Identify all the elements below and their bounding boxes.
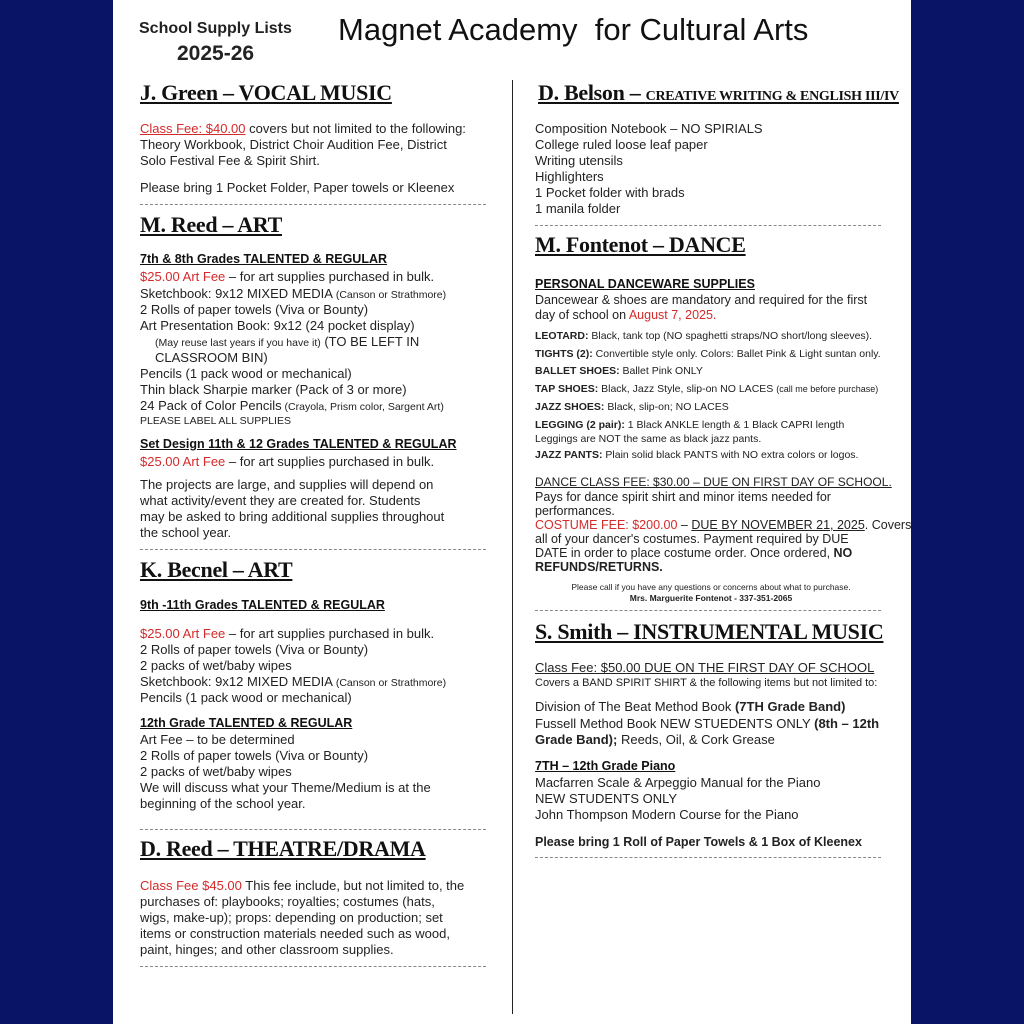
art-reed-presentation: Art Presentation Book: 9x12 (24 pocket display): [140, 318, 415, 333]
instrumental-piano-line: John Thompson Modern Course for the Piano: [535, 807, 799, 822]
supply-lists-label: School Supply Lists: [139, 20, 292, 37]
art-reed-label-note: PLEASE LABEL ALL SUPPLIES: [140, 415, 291, 427]
art-becnel-pencils: Pencils (1 pack wood or mechanical): [140, 690, 352, 705]
theatre-line-2: wigs, make-up); props: depending on production; set: [140, 910, 443, 925]
theatre-fee: Class Fee $45.00 This fee include, but not limited to, the: [140, 878, 465, 893]
instrumental-covers: Covers a BAND SPIRIT SHIRT & the following items but not limited to:: [535, 677, 878, 689]
instrumental-piano-line: Macfarren Scale & Arpeggio Manual for the Piano: [535, 775, 821, 790]
art-reed-towels: 2 Rolls of paper towels (Viva or Bounty): [140, 302, 369, 317]
dance-mandatory-2: day of school on August 7, 2025.: [535, 308, 717, 322]
dance-jazz-pants: JAZZ PANTS: Plain solid black PANTS with NO extra colors or logos.: [535, 449, 859, 461]
english-item: 1 manila folder: [535, 201, 621, 216]
divider: [140, 549, 486, 550]
divider: [535, 610, 881, 611]
dance-leotard: LEOTARD: Black, tank top (NO spaghetti straps/NO short/long sleeves).: [535, 330, 873, 342]
instrumental-division: Division of The Beat Method Book (7TH Grade Band): [535, 699, 846, 714]
dance-tap-shoes: TAP SHOES: Black, Jazz Style, slip-on NO LACES (call me before purchase): [535, 383, 879, 395]
divider: [140, 966, 486, 967]
theatre-heading: D. Reed – THEATRE/DRAMA: [140, 836, 426, 861]
art-becnel-wipes-2: 2 packs of wet/baby wipes: [140, 764, 292, 779]
dance-legging-note: Leggings are NOT the same as black jazz pants.: [535, 433, 762, 445]
dance-personal-supplies: PERSONAL DANCEWARE SUPPLIES: [535, 277, 755, 291]
column-divider: [512, 80, 513, 1014]
art-becnel-sketchbook: Sketchbook: 9x12 MIXED MEDIA (Canson or Strathmore): [140, 674, 447, 689]
dance-costume-fee: COSTUME FEE: $200.00 – DUE BY NOVEMBER 21, 2025. Covers: [535, 518, 911, 532]
art-reed-fee: $25.00 Art Fee – for art supplies purchased in bulk.: [140, 269, 435, 284]
supply-list-page: [113, 0, 911, 1024]
dance-legging: LEGGING (2 pair): 1 Black ANKLE length & 1 Black CAPRI length: [535, 419, 845, 431]
dance-contact-note: Please call if you have any questions or concerns about what to purchase.: [571, 582, 851, 592]
school-year: 2025-26: [177, 42, 255, 65]
dance-pays-2: performances.: [535, 504, 615, 518]
divider: [140, 829, 486, 830]
divider: [535, 225, 881, 226]
art-reed-projects-2: what activity/event they are created for. Students: [140, 493, 421, 508]
vocal-line-1: Theory Workbook, District Choir Audition Fee, District: [140, 137, 447, 152]
dance-mandatory-1: Dancewear & shoes are mandatory and required for the first: [535, 293, 868, 307]
dance-class-fee: DANCE CLASS FEE: $30.00 – DUE ON FIRST DAY OF SCHOOL.: [535, 475, 892, 489]
vocal-line-2: Solo Festival Fee & Spirit Shirt.: [140, 153, 320, 168]
instrumental-reeds: Grade Band); Reeds, Oil, & Cork Grease: [535, 732, 775, 747]
instrumental-fussell: Fussell Method Book NEW STUEDENTS ONLY (8th – 12th: [535, 716, 880, 731]
art-becnel-towels-2: 2 Rolls of paper towels (Viva or Bounty): [140, 748, 369, 763]
art-reed-pencils: Pencils (1 pack wood or mechanical): [140, 366, 352, 381]
art-reed-fee-2: $25.00 Art Fee – for art supplies purchased in bulk.: [140, 454, 435, 469]
art-becnel-wipes: 2 packs of wet/baby wipes: [140, 658, 292, 673]
art-becnel-theme-1: We will discuss what your Theme/Medium is at the: [140, 780, 431, 795]
art-reed-set-design: Set Design 11th & 12 Grades TALENTED & REGULAR: [140, 437, 457, 451]
art-reed-projects-4: the school year.: [140, 525, 232, 540]
art-becnel-grades-9-11: 9th -11th Grades TALENTED & REGULAR: [140, 598, 385, 612]
art-reed-heading: M. Reed – ART: [140, 212, 282, 237]
vocal-class-fee: Class Fee: $40.00: [140, 121, 246, 136]
vocal-music-heading: J. Green – VOCAL MUSIC: [140, 80, 392, 105]
art-reed-sharpie: Thin black Sharpie marker (Pack of 3 or more): [140, 382, 407, 397]
art-reed-reuse: (May reuse last years if you have it) (TO BE LEFT IN: [155, 334, 420, 349]
dance-refunds: REFUNDS/RETURNS.: [535, 560, 663, 574]
art-becnel-grade-12: 12th Grade TALENTED & REGULAR: [140, 716, 353, 730]
dance-costume-3: DATE in order to place costume order. Once ordered, NO: [535, 546, 853, 560]
vocal-bring: Please bring 1 Pocket Folder, Paper towels or Kleenex: [140, 180, 455, 195]
dance-ballet-shoes: BALLET SHOES: Ballet Pink ONLY: [535, 365, 703, 377]
divider: [535, 857, 881, 858]
instrumental-bring: Please bring 1 Roll of Paper Towels & 1 Box of Kleenex: [535, 835, 862, 849]
art-becnel-fee: $25.00 Art Fee – for art supplies purchased in bulk.: [140, 626, 435, 641]
english-item: 1 Pocket folder with brads: [535, 185, 685, 200]
theatre-line-3: items or construction materials needed such as wood,: [140, 926, 450, 941]
english-item: Writing utensils: [535, 153, 623, 168]
divider: [140, 204, 486, 205]
art-reed-grades-7-8: 7th & 8th Grades TALENTED & REGULAR: [140, 252, 388, 266]
vocal-fee-text: Class Fee: $40.00 covers but not limited to the following:: [140, 121, 466, 136]
dance-pays-1: Pays for dance spirit shirt and minor items needed for: [535, 490, 831, 504]
english-heading: D. Belson – CREATIVE WRITING & ENGLISH III/IV: [538, 80, 899, 105]
art-becnel-fee-2: Art Fee – to be determined: [140, 732, 295, 747]
dance-contact-name: Mrs. Marguerite Fontenot - 337-351-2065: [629, 593, 793, 603]
art-reed-projects-3: may be asked to bring additional supplies throughout: [140, 509, 445, 524]
art-becnel-theme-2: beginning of the school year.: [140, 796, 306, 811]
art-becnel-towels: 2 Rolls of paper towels (Viva or Bounty): [140, 642, 369, 657]
art-becnel-heading: K. Becnel – ART: [140, 557, 293, 582]
instrumental-heading: S. Smith – INSTRUMENTAL MUSIC: [535, 619, 884, 644]
dance-heading: M. Fontenot – DANCE: [535, 232, 746, 257]
instrumental-piano-line: NEW STUDENTS ONLY: [535, 791, 678, 806]
art-reed-sketchbook: Sketchbook: 9x12 MIXED MEDIA (Canson or Strathmore): [140, 286, 447, 301]
dance-tights: TIGHTS (2): Convertible style only. Colors: Ballet Pink & Light suntan only.: [535, 348, 881, 360]
art-reed-color-pencils: 24 Pack of Color Pencils (Crayola, Prism color, Sargent Art): [140, 398, 444, 413]
art-reed-projects-1: The projects are large, and supplies will depend on: [140, 477, 434, 492]
theatre-line-1: purchases of: playbooks; royalties; costumes (hats,: [140, 894, 435, 909]
theatre-line-4: paint, hinges; and other classroom supplies.: [140, 942, 394, 957]
dance-costume-2: all of your dancer's costumes. Payment required by DUE: [535, 532, 849, 546]
english-item: Composition Notebook – NO SPIRIALS: [535, 121, 763, 136]
english-item: College ruled loose leaf paper: [535, 137, 708, 152]
instrumental-piano-heading: 7TH – 12th Grade Piano: [535, 759, 676, 773]
english-item: Highlighters: [535, 169, 604, 184]
instrumental-class-fee: Class Fee: $50.00 DUE ON THE FIRST DAY OF SCHOOL: [535, 660, 875, 675]
dance-jazz-shoes: JAZZ SHOES: Black, slip-on; NO LACES: [535, 401, 729, 413]
school-name: Magnet Academy for Cultural Arts: [338, 12, 809, 47]
art-reed-classroom-bin: CLASSROOM BIN): [155, 350, 268, 365]
